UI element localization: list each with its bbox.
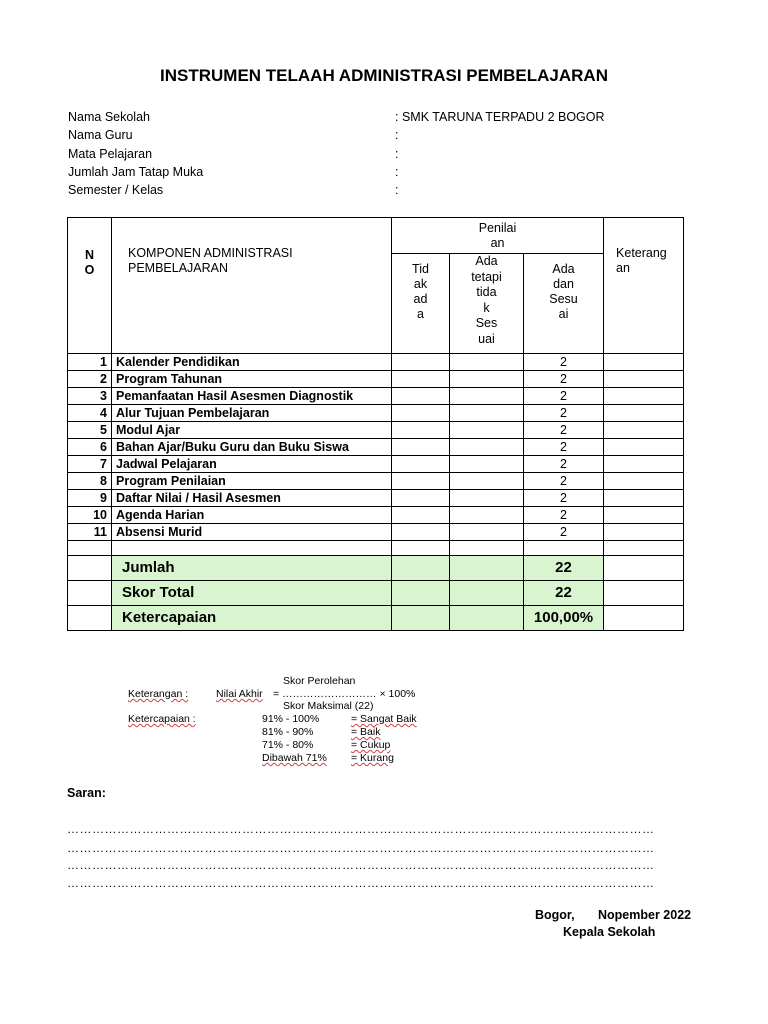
row-item: Modul Ajar (112, 422, 392, 439)
row-item: Absensi Murid (112, 524, 392, 541)
row-number: 3 (68, 388, 112, 405)
formula-text: = ……………………… × 100% (273, 688, 416, 700)
info-value-jam-tatap-muka: : (395, 165, 399, 179)
row-ada-tidak-sesuai-cell (450, 388, 524, 405)
skor-perolehan-label: Skor Perolehan (283, 675, 356, 687)
table-row (68, 439, 684, 456)
row-ada-tidak-sesuai-cell (450, 405, 524, 422)
signature-place: Bogor, (535, 908, 575, 922)
table-row (68, 422, 684, 439)
range-text: Dibawah 71% (262, 752, 327, 764)
saran-label: Saran: (67, 786, 106, 800)
grade-text: = Sangat Baik (351, 713, 417, 725)
row-tidak-ada-cell (392, 490, 450, 507)
summary-value: 100,00% (524, 606, 604, 631)
info-label-semester-kelas: Semester / Kelas (68, 183, 164, 197)
row-tidak-ada-cell (392, 405, 450, 422)
row-tidak-ada-cell (392, 388, 450, 405)
summary-row-jumlah (68, 556, 684, 581)
header-tidak-ada: Tid ak ad a (392, 254, 450, 354)
row-keterangan-cell (604, 439, 684, 456)
row-keterangan-cell (604, 371, 684, 388)
row-number: 11 (68, 524, 112, 541)
summary-label: Jumlah (112, 556, 392, 581)
summary-value: 22 (524, 556, 604, 581)
info-label-nama-sekolah: Nama Sekolah (68, 110, 150, 124)
signature-date: Nopember 2022 (598, 908, 692, 922)
row-ada-tidak-sesuai-cell (450, 354, 524, 371)
row-item: Jadwal Pelajaran (112, 456, 392, 473)
row-item: Pemanfaatan Hasil Asesmen Diagnostik (112, 388, 392, 405)
header-keterangan: Keterang an (604, 218, 684, 354)
table-row (68, 354, 684, 371)
row-item: Daftar Nilai / Hasil Asesmen (112, 490, 392, 507)
info-label-nama-guru: Nama Guru (68, 128, 133, 142)
row-ada-tidak-sesuai-cell (450, 456, 524, 473)
row-ada-tidak-sesuai-cell (450, 507, 524, 524)
document-title: INSTRUMEN TELAAH ADMINISTRASI PEMBELAJARAN (160, 66, 608, 85)
row-ada-tidak-sesuai-cell (450, 422, 524, 439)
header-penilaian: Penilai an (392, 218, 604, 254)
row-score: 2 (524, 422, 604, 439)
row-item: Program Tahunan (112, 371, 392, 388)
row-score: 2 (524, 456, 604, 473)
row-item: Alur Tujuan Pembelajaran (112, 405, 392, 422)
grade-text: = Kurang (351, 752, 394, 764)
row-score: 2 (524, 388, 604, 405)
summary-value: 22 (524, 581, 604, 606)
keterangan-label: Keterangan : (128, 688, 189, 700)
row-item: Program Penilaian (112, 473, 392, 490)
info-label-mata-pelajaran: Mata Pelajaran (68, 147, 153, 161)
table-row (68, 371, 684, 388)
row-ada-tidak-sesuai-cell (450, 439, 524, 456)
row-keterangan-cell (604, 507, 684, 524)
summary-row-skor-total (68, 581, 684, 606)
row-keterangan-cell (604, 422, 684, 439)
row-tidak-ada-cell (392, 439, 450, 456)
row-number: 6 (68, 439, 112, 456)
row-keterangan-cell (604, 354, 684, 371)
row-tidak-ada-cell (392, 422, 450, 439)
row-score: 2 (524, 490, 604, 507)
row-item: Bahan Ajar/Buku Guru dan Buku Siswa (112, 439, 392, 456)
row-tidak-ada-cell (392, 371, 450, 388)
row-ada-tidak-sesuai-cell (450, 490, 524, 507)
row-score: 2 (524, 354, 604, 371)
row-keterangan-cell (604, 490, 684, 507)
table-row (68, 507, 684, 524)
info-value-nama-guru: : (395, 128, 399, 142)
range-text: 71% - 80% (262, 739, 314, 751)
saran-line: …………………………………………………………………………………………………………………………… (67, 876, 655, 890)
range-text: 81% - 90% (262, 726, 314, 738)
row-ada-tidak-sesuai-cell (450, 371, 524, 388)
row-number: 5 (68, 422, 112, 439)
header-komponen: KOMPONEN ADMINISTRASI PEMBELAJARAN (112, 218, 392, 354)
row-number: 1 (68, 354, 112, 371)
row-ada-tidak-sesuai-cell (450, 473, 524, 490)
signature-role: Kepala Sekolah (563, 925, 656, 939)
row-tidak-ada-cell (392, 473, 450, 490)
row-keterangan-cell (604, 388, 684, 405)
table-row (68, 473, 684, 490)
summary-row-ketercapaian (68, 606, 684, 631)
row-keterangan-cell (604, 405, 684, 422)
grade-text: = Baik (351, 726, 381, 738)
row-score: 2 (524, 371, 604, 388)
ketercapaian-label: Ketercapaian : (128, 713, 196, 725)
assessment-table (67, 217, 684, 631)
skor-maksimal-label: Skor Maksimal (22) (283, 700, 374, 712)
header-ada-sesuai: Ada dan Sesu ai (524, 254, 604, 354)
info-value-semester-kelas: : (395, 183, 399, 197)
row-tidak-ada-cell (392, 354, 450, 371)
summary-label: Skor Total (112, 581, 392, 606)
saran-line: …………………………………………………………………………………………………………………………… (67, 822, 655, 836)
info-label-jam-tatap-muka: Jumlah Jam Tatap Muka (68, 165, 204, 179)
header-ada-tidak-sesuai: Ada tetapi tida k Ses uai (450, 254, 524, 354)
row-score: 2 (524, 439, 604, 456)
info-value-mata-pelajaran: : (395, 147, 399, 161)
row-ada-tidak-sesuai-cell (450, 524, 524, 541)
row-score: 2 (524, 473, 604, 490)
summary-label: Ketercapaian (112, 606, 392, 631)
row-keterangan-cell (604, 456, 684, 473)
row-tidak-ada-cell (392, 524, 450, 541)
row-number: 2 (68, 371, 112, 388)
nilai-akhir-label: Nilai Akhir (216, 688, 263, 700)
row-number: 4 (68, 405, 112, 422)
row-item: Agenda Harian (112, 507, 392, 524)
row-tidak-ada-cell (392, 507, 450, 524)
table-row (68, 524, 684, 541)
row-score: 2 (524, 405, 604, 422)
saran-line: …………………………………………………………………………………………………………………………… (67, 858, 655, 872)
row-item: Kalender Pendidikan (112, 354, 392, 371)
grade-text: = Cukup (351, 739, 391, 751)
table-row (68, 388, 684, 405)
range-text: 91% - 100% (262, 713, 320, 725)
row-keterangan-cell (604, 473, 684, 490)
header-no: N O (68, 218, 112, 354)
row-number: 7 (68, 456, 112, 473)
row-keterangan-cell (604, 524, 684, 541)
info-value-nama-sekolah: : SMK TARUNA TERPADU 2 BOGOR (395, 110, 605, 124)
row-number: 8 (68, 473, 112, 490)
row-number: 9 (68, 490, 112, 507)
row-score: 2 (524, 524, 604, 541)
row-score: 2 (524, 507, 604, 524)
row-number: 10 (68, 507, 112, 524)
row-tidak-ada-cell (392, 456, 450, 473)
table-row (68, 456, 684, 473)
table-row (68, 405, 684, 422)
saran-line: …………………………………………………………………………………………………………………………… (67, 841, 655, 855)
table-row (68, 490, 684, 507)
